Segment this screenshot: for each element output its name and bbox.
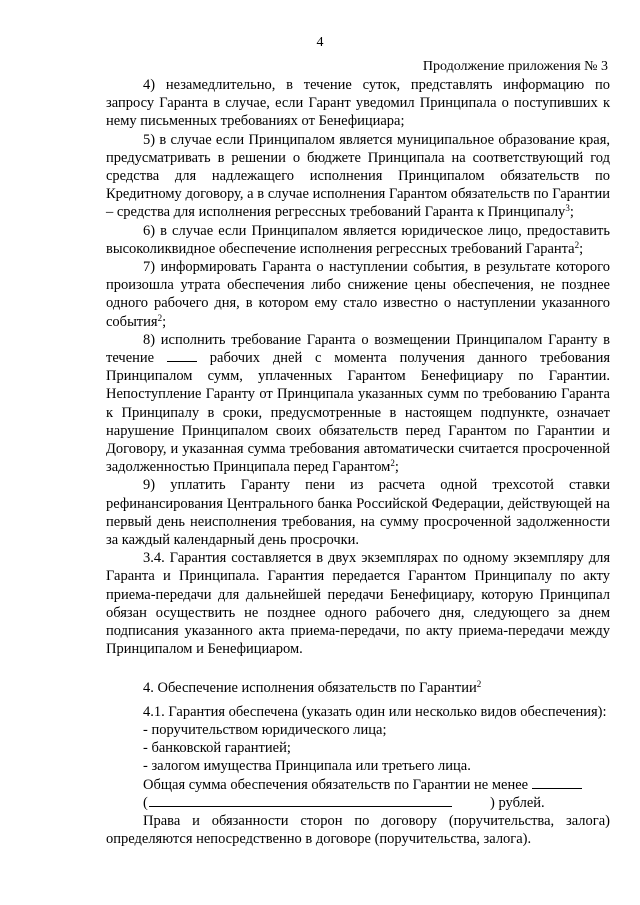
security-type-bank-guarantee: - банковской гарантией;: [143, 740, 291, 757]
total-security-text: Общая сумма обеспечения обязательств по Гарантии не менее: [143, 776, 529, 793]
footnote-ref: 2: [390, 458, 395, 469]
item-7-end: ;: [162, 313, 167, 330]
item-7: [106, 258, 610, 331]
security-type-guarantee-legal-entity: - поручительством юридического лица;: [143, 721, 387, 738]
amount-in-words-line: [106, 794, 610, 812]
paragraph-3-4: 3.4. Гарантия составляется в двух экземплярах по одному экземпляру для Гаранта и Принципала. Гарантия передается Гарантом Принципалу по акту приема-передачи для дальнейшей передачи Бенефициару, которую Принципал обязан осуществить не позднее одного рабочего дня, следующего за днем подписания указанного акта приема-передачи, по акту приема-передачи между Принципалом и Бенефициаром.: [106, 550, 610, 658]
item-6: [106, 222, 610, 258]
item-7-text: 7) информировать Гаранта о наступлении события, в результате которого произошла утрата обеспечения либо снижение цены обеспечения, не позднее одного рабочего дня, в котором ему стало известно о наступлении указанного события: [106, 259, 610, 330]
item-6-text: 6) в случае если Принципалом является юридическое лицо, предоставить высоколиквидное обеспечение исполнения регрессных требований Гаранта: [106, 222, 610, 257]
document-body: [106, 76, 610, 848]
footnote-ref: 3: [565, 203, 570, 214]
days-blank-line: [167, 349, 197, 362]
item-8-end: ;: [394, 459, 399, 476]
security-type-pledge: - залогом имущества Принципала или третьего лица.: [143, 758, 471, 775]
section-4-heading: [106, 679, 610, 697]
rubles-label: ) рублей.: [490, 794, 545, 811]
item-8-text: рабочих дней с момента получения данного требования Принципалом сумм, уплаченных Гарантом Бенефициару по Гарантии. Непоступление Гаранту от Принципала указанных сумм по требованию Гаранта к Принципалу в сроки, предусмотренные в настоящем подпункте, означает нарушение Принципалом своих обязательств перед Гарантом по Гарантии и Договору, и указанная сумма требования автоматически считается просроченной задолженностью Принципала перед Гарантом: [106, 350, 611, 476]
amount-blank-line: [532, 776, 582, 789]
section-4-title: 4. Обеспечение исполнения обязательств по Гарантии: [143, 679, 477, 696]
item-9: 9) уплатить Гаранту пени из расчета одной трехсотой ставки рефинансирования Центрального банка Российской Федерации, действующей на первый день неисполнения требования, на сумму просроченной задолженности за каждый календарный день просрочки.: [106, 477, 610, 549]
footnote-ref: 2: [574, 239, 580, 250]
paragraph-4-1: 4.1. Гарантия обеспечена (указать один или несколько видов обеспечения):: [143, 703, 607, 720]
footnote-ref: 2: [476, 678, 482, 689]
item-8-start: 8) исполнить требование Гаранта о возмещении Принципалом Гаранту в течение: [106, 331, 610, 367]
item-5-text: 5) в случае если Принципалом является муниципальное образование края, предусматривать в решении о бюджете Принципала на соответствующий год средства для надлежащего исполнения Принципалом обязательств по Кредитному договору, а в случае исполнения Гарантом обязательств по Гарантии – средства для исполнения регрессных требований Гаранта к Принципалу: [106, 131, 610, 221]
item-5-end: ;: [569, 204, 574, 221]
item-8: [106, 331, 610, 477]
item-6-end: ;: [579, 240, 584, 257]
footnote-ref: 2: [157, 312, 163, 323]
appendix-continuation-label: Продолжение приложения № 3: [422, 59, 608, 74]
rights-obligations-paragraph: Права и обязанности сторон по договору (поручительства, залога) определяются непосредственно в договоре (поручительства, залога).: [106, 812, 610, 848]
item-4: 4) незамедлительно, в течение суток, представлять информацию по запросу Гаранта в случае, если Гарант уведомил Принципала о поступивших к нему письменных требованиях от Бенефициара;: [106, 77, 610, 130]
open-paren: (: [143, 794, 148, 811]
total-security-amount: [106, 776, 610, 794]
amount-words-blank-line: [149, 794, 452, 807]
item-5: [106, 131, 610, 222]
page-number: 4: [316, 35, 324, 50]
